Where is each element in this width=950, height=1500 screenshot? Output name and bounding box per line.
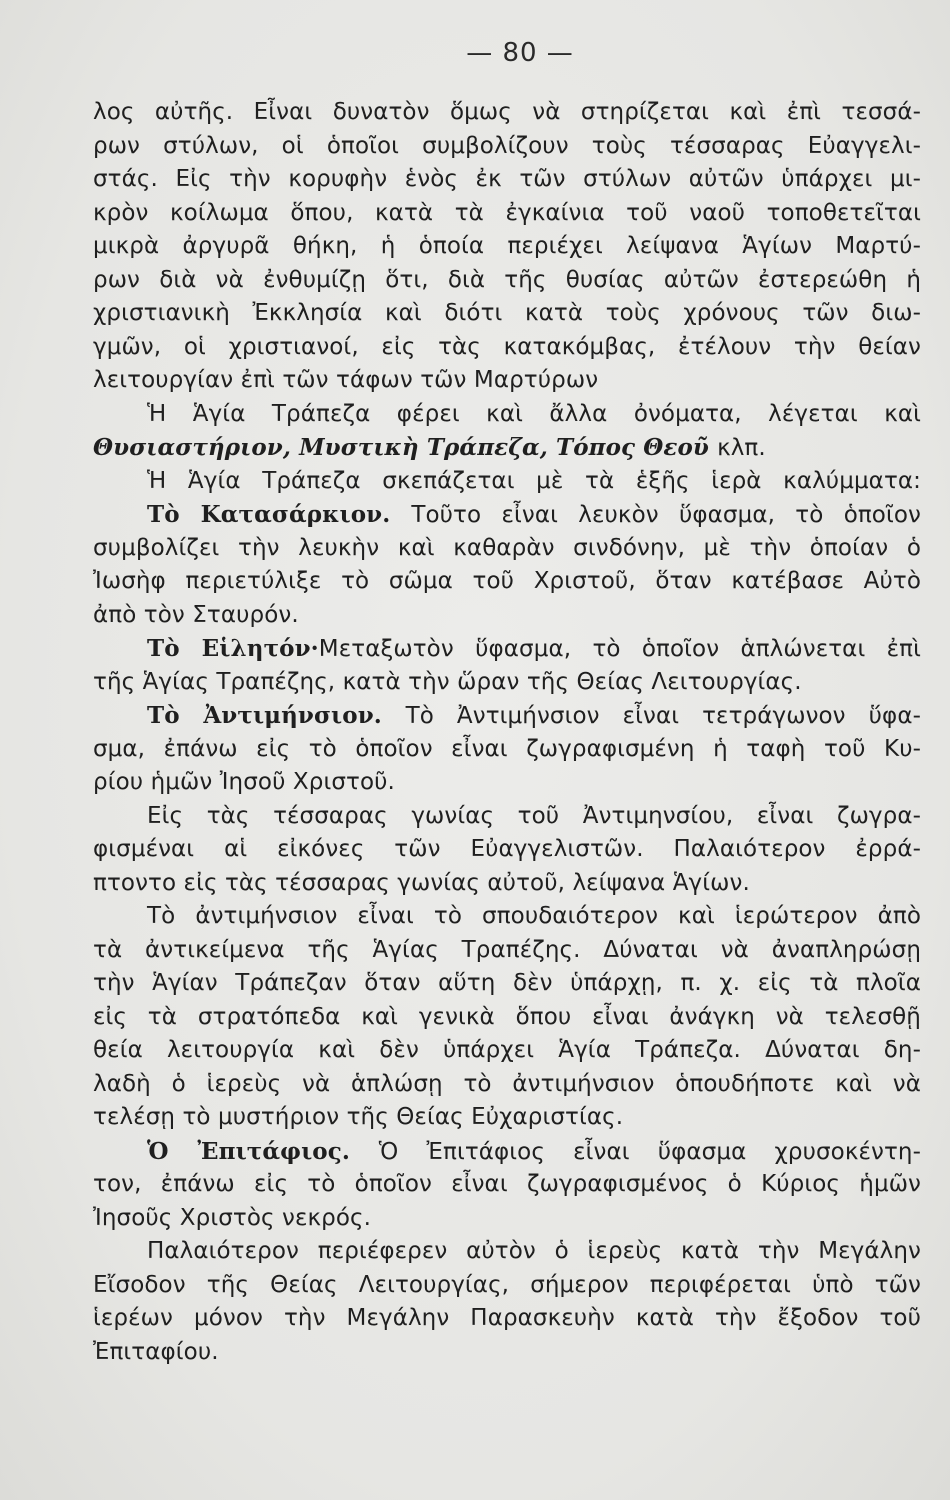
text-line xyxy=(93,297,921,331)
text-line xyxy=(93,733,921,767)
text-line xyxy=(93,331,921,365)
body-text xyxy=(93,96,921,1369)
page-number: — 80 — xyxy=(466,38,574,68)
line-text: Εἰς τὰς τέσσαρας γωνίας τοῦ Ἀντιμηνσίου, εἶναι ζωγρα- xyxy=(147,802,921,829)
text-line xyxy=(93,900,921,934)
line-text: τελέσῃ τὸ μυστήριον τῆς Θείας Εὐχαριστίας. xyxy=(93,1104,624,1130)
line-text: ἱερέων μόνον τὴν Μεγάλην Παρασκευὴν κατὰ τὴν ἔξοδον τοῦ xyxy=(93,1305,921,1331)
section-heading: Ὁ Ἐπιτάφιος. xyxy=(147,1137,379,1165)
line-text: τὰ ἀντικείμενα τῆς Ἁγίας Τραπέζης. Δύναται νὰ ἀναπληρώσῃ xyxy=(93,936,921,963)
line-text: Τὸ Ἀντιμήνσιον εἶναι τετράγωνον ὕφα- xyxy=(405,703,921,729)
line-text: Τοῦτο εἶναι λευκὸν ὕφασμα, τὸ ὁποῖον xyxy=(411,502,921,528)
text-line xyxy=(93,1034,921,1068)
line-text: ρων στύλων, οἱ ὁποῖοι συμβολίζουν τοὺς τέσσαρας Εὐαγγελι- xyxy=(93,132,921,159)
line-text: ρίου ἡμῶν Ἰησοῦ Χριστοῦ. xyxy=(93,769,395,795)
text-line xyxy=(93,398,921,432)
text-line xyxy=(93,163,921,197)
text-line xyxy=(93,766,921,800)
text-line xyxy=(93,632,921,666)
line-text: Ἡ Ἁγία Τράπεζα σκεπάζεται μὲ τὰ ἑξῆς ἱερὰ καλύμματα: xyxy=(147,467,921,494)
text-line xyxy=(93,1336,921,1370)
text-line xyxy=(93,967,921,1001)
line-text: τὴν Ἁγίαν Τράπεζαν ὅταν αὕτη δὲν ὑπάρχῃ, π. χ. εἰς τὰ πλοῖα xyxy=(93,970,921,996)
line-text: γμῶν, οἱ χριστιανοί, εἰς τὰς κατακόμβας, ἐτέλουν τὴν θείαν xyxy=(93,333,921,360)
text-line xyxy=(93,867,921,901)
text-line xyxy=(93,197,921,231)
emphasized-terms: Θυσιαστήριον, Μυστικὴ Τράπεζα, Τόπος Θεοῦ xyxy=(93,434,718,461)
text-line xyxy=(93,666,921,700)
text-line xyxy=(93,1302,921,1336)
section-heading: Τὸ Ἀντιμήνσιον. xyxy=(147,702,406,729)
text-line xyxy=(93,934,921,968)
section-heading: Τὸ Κατασάρκιον. xyxy=(147,501,412,528)
text-line xyxy=(93,1135,921,1169)
text-line xyxy=(93,96,921,130)
text-line xyxy=(93,130,921,164)
line-text: τῆς Ἁγίας Τραπέζης, κατὰ τὴν ὥραν τῆς Θείας Λειτουργίας. xyxy=(93,668,802,695)
text-line xyxy=(93,1269,921,1303)
line-text: κλπ. xyxy=(717,435,766,461)
line-text: λαδὴ ὁ ἱερεὺς νὰ ἁπλώσῃ τὸ ἀντιμήνσιον ὁπουδήποτε καὶ νὰ xyxy=(93,1070,921,1097)
text-line xyxy=(93,833,921,867)
text-line xyxy=(93,1001,921,1035)
line-text: λος αὐτῆς. Εἶναι δυνατὸν ὅμως νὰ στηρίζεται καὶ ἐπὶ τεσσά- xyxy=(93,99,921,125)
line-text: φισμέναι αἱ εἰκόνες τῶν Εὐαγγελιστῶν. Παλαιότερον ἐρρά- xyxy=(93,836,921,862)
line-text: ἀπὸ τὸν Σταυρόν. xyxy=(93,601,299,628)
text-line xyxy=(93,230,921,264)
text-line xyxy=(93,264,921,298)
text-line xyxy=(93,465,921,499)
line-text: Μεταξωτὸν ὕφασμα, τὸ ὁποῖον ἁπλώνεται ἐπὶ xyxy=(318,636,921,662)
line-text: Τὸ ἀντιμήνσιον εἶναι τὸ σπουδαιότερον καὶ ἱερώτερον ἀπὸ xyxy=(147,903,921,929)
line-text: στάς. Εἰς τὴν κορυφὴν ἑνὸς ἐκ τῶν στύλων αὐτῶν ὑπάρχει μι- xyxy=(93,166,921,192)
line-text: Εἴσοδον τῆς Θείας Λειτουργίας, σήμερον περιφέρεται ὑπὸ τῶν xyxy=(93,1271,921,1298)
section-heading: Τὸ Εἱλητόν· xyxy=(147,635,319,662)
line-text: τον, ἐπάνω εἰς τὸ ὁποῖον εἶναι ζωγραφισμένος ὁ Κύριος ἡμῶν xyxy=(93,1171,921,1197)
text-line xyxy=(93,1235,921,1269)
text-line xyxy=(93,532,921,566)
line-text: κρὸν κοίλωμα ὅπου, κατὰ τὰ ἐγκαίνια τοῦ ναοῦ τοποθετεῖται xyxy=(93,199,921,226)
line-text: λειτουργίαν ἐπὶ τῶν τάφων τῶν Μαρτύρων xyxy=(93,367,599,393)
text-line xyxy=(93,699,921,733)
line-text: Παλαιότερον περιέφερεν αὐτὸν ὁ ἱερεὺς κατὰ τὴν Μεγάλην xyxy=(147,1238,921,1264)
line-text: συμβολίζει τὴν λευκὴν καὶ καθαρὰν σινδόνην, μὲ τὴν ὁποίαν ὁ xyxy=(93,534,921,561)
line-text: θεία λειτουργία καὶ δὲν ὑπάρχει Ἁγία Τράπεζα. Δύναται δη- xyxy=(93,1037,921,1063)
line-text: χριστιανικὴ Ἐκκλησία καὶ διότι κατὰ τοὺς χρόνους τῶν διω- xyxy=(93,300,921,326)
text-line xyxy=(93,364,921,398)
text-line xyxy=(93,1202,921,1236)
text-line xyxy=(93,800,921,834)
text-line xyxy=(93,565,921,599)
line-text: ρων διὰ νὰ ἐνθυμίζῃ ὅτι, διὰ τῆς θυσίας αὐτῶν ἐστερεώθη ἡ xyxy=(93,266,921,293)
line-text: μικρὰ ἀργυρᾶ θήκη, ἡ ὁποία περιέχει λείψανα Ἁγίων Μαρτύ- xyxy=(93,233,921,259)
text-line xyxy=(93,1168,921,1202)
line-text: πτοντο εἰς τὰς τέσσαρας γωνίας αὐτοῦ, λείψανα Ἁγίων. xyxy=(93,869,750,896)
line-text: Ἰησοῦς Χριστὸς νεκρός. xyxy=(93,1204,372,1231)
text-line xyxy=(93,431,921,465)
text-line xyxy=(93,599,921,633)
line-text: Ἐπιταφίου. xyxy=(93,1338,219,1365)
text-line xyxy=(93,498,921,532)
line-text: Ὁ Ἐπιτάφιος εἶναι ὕφασμα χρυσοκέντη- xyxy=(378,1138,921,1165)
text-line xyxy=(93,1101,921,1135)
text-line xyxy=(93,1068,921,1102)
line-text: εἰς τὰ στρατόπεδα καὶ γενικὰ ὅπου εἶναι ἀνάγκη νὰ τελεσθῇ xyxy=(93,1003,921,1030)
line-text: Ἰωσὴφ περιετύλιξε τὸ σῶμα τοῦ Χριστοῦ, ὅταν κατέβασε Αὐτὸ xyxy=(93,568,921,594)
line-text: σμα, ἐπάνω εἰς τὸ ὁποῖον εἶναι ζωγραφισμένη ἡ ταφὴ τοῦ Κυ- xyxy=(93,735,921,762)
line-text: Ἡ Ἁγία Τράπεζα φέρει καὶ ἄλλα ὀνόματα, λέγεται καὶ xyxy=(147,400,921,427)
